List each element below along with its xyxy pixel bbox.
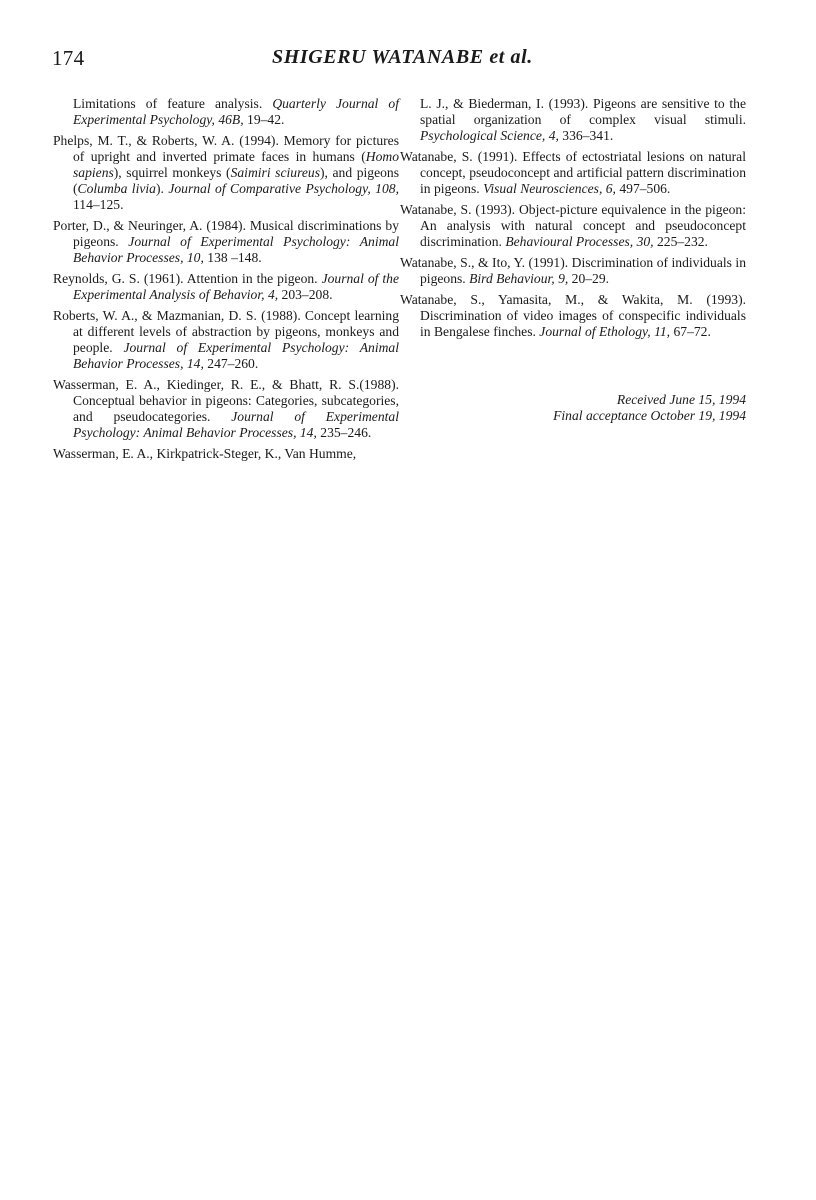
- ref-text: Roberts, W. A., & Mazmanian, D. S. (1988). Concept learning at different levels of abstraction by pigeons, monkeys and people.: [53, 308, 399, 355]
- ref-journal: Visual Neurosciences, 6,: [483, 181, 616, 196]
- reference-entry: [53, 96, 399, 128]
- ref-text: Reynolds, G. S. (1961). Attention in the pigeon.: [53, 271, 322, 286]
- ref-journal: Journal of the Experimental Analysis of Behavior, 4,: [73, 271, 399, 302]
- reference-entry: [400, 255, 746, 287]
- reference-entry: [400, 149, 746, 197]
- ref-species: Columba livia: [77, 181, 156, 196]
- ref-pages: 497–506.: [615, 181, 671, 196]
- reference-entry: [53, 377, 399, 441]
- ref-journal: Journal of Ethology, 11,: [539, 324, 671, 339]
- page-header: [0, 46, 816, 82]
- ref-pages: 138 –148.: [203, 250, 262, 265]
- references-left-column: [53, 96, 399, 467]
- ref-pages: 336–341.: [558, 128, 614, 143]
- reference-entry: [400, 292, 746, 340]
- reference-entry: [53, 218, 399, 266]
- ref-pages: 67–72.: [670, 324, 711, 339]
- ref-pages: 114–125.: [73, 197, 124, 212]
- ref-text: Wasserman, E. A., Kiedinger, R. E., & Bhatt, R. S.(1988). Conceptual behavior in pigeons: Categories, subcategories, and pseudocategories.: [53, 377, 399, 424]
- ref-journal: Journal of Experimental Psychology: Animal Behavior Processes, 14,: [73, 409, 399, 440]
- ref-species: Saimiri sciureus: [230, 165, 320, 180]
- ref-pages: 247–260.: [203, 356, 259, 371]
- ref-text: ), and pigeons (: [73, 165, 399, 196]
- reference-entry: [53, 308, 399, 372]
- running-head: SHIGERU WATANABE et al.: [272, 46, 533, 68]
- ref-journal: Journal of Comparative Psychology, 108,: [168, 181, 399, 196]
- ref-journal: Quarterly Journal of Experimental Psychology, 46B,: [73, 96, 399, 127]
- ref-pages: 20–29.: [568, 271, 610, 286]
- ref-text: Watanabe, S. (1991). Effects of ectostriatal lesions on natural concept, pseudoconcept and artificial pattern discrimination in pigeons.: [400, 149, 746, 196]
- ref-text: L. J., & Biederman, I. (1993). Pigeons are sensitive to the spatial organization of complex visual stimuli.: [420, 96, 746, 127]
- reference-entry: [400, 202, 746, 250]
- ref-journal: Psychological Science, 4,: [420, 128, 559, 143]
- references-right-column: [400, 96, 746, 345]
- page-number: 174: [52, 46, 85, 70]
- ref-pages: 225–232.: [653, 234, 708, 249]
- reference-entry: [53, 133, 399, 213]
- ref-text: ).: [155, 181, 169, 196]
- ref-text: ), squirrel monkeys (: [113, 165, 231, 180]
- ref-text: Wasserman, E. A., Kirkpatrick-Steger, K., Van Humme,: [53, 446, 357, 461]
- reference-entry: [53, 271, 399, 303]
- ref-text: Watanabe, S., & Ito, Y. (1991). Discrimination of individuals in pigeons.: [400, 255, 746, 286]
- ref-journal: Behavioural Processes, 30,: [505, 234, 654, 249]
- reference-entry: [53, 446, 399, 462]
- ref-journal: Bird Behaviour, 9,: [469, 271, 569, 286]
- received-dates: [400, 392, 746, 424]
- ref-species: Homo sapiens: [73, 149, 399, 180]
- ref-text: Limitations of feature analysis.: [73, 96, 273, 111]
- received-line: Received June 15, 1994: [616, 392, 746, 407]
- ref-text: Porter, D., & Neuringer, A. (1984). Musical discriminations by pigeons.: [53, 218, 399, 249]
- ref-pages: 203–208.: [278, 287, 333, 302]
- ref-text: Watanabe, S. (1993). Object-picture equivalence in the pigeon: An analysis with natural concept and pseudoconcept discrimination.: [400, 202, 746, 249]
- ref-pages: 235–246.: [316, 425, 372, 440]
- ref-pages: 19–42.: [243, 112, 285, 127]
- ref-journal: Journal of Experimental Psychology: Animal Behavior Processes, 14,: [73, 340, 399, 371]
- accepted-line: Final acceptance October 19, 1994: [553, 408, 746, 423]
- reference-entry: [400, 96, 746, 144]
- ref-journal: Journal of Experimental Psychology: Animal Behavior Processes, 10,: [73, 234, 399, 265]
- ref-text: Phelps, M. T., & Roberts, W. A. (1994). Memory for pictures of upright and inverted primate faces in humans (: [53, 133, 399, 164]
- ref-text: Watanabe, S., Yamasita, M., & Wakita, M. (1993). Discrimination of video images of conspecific individuals in Bengalese finches.: [400, 292, 746, 339]
